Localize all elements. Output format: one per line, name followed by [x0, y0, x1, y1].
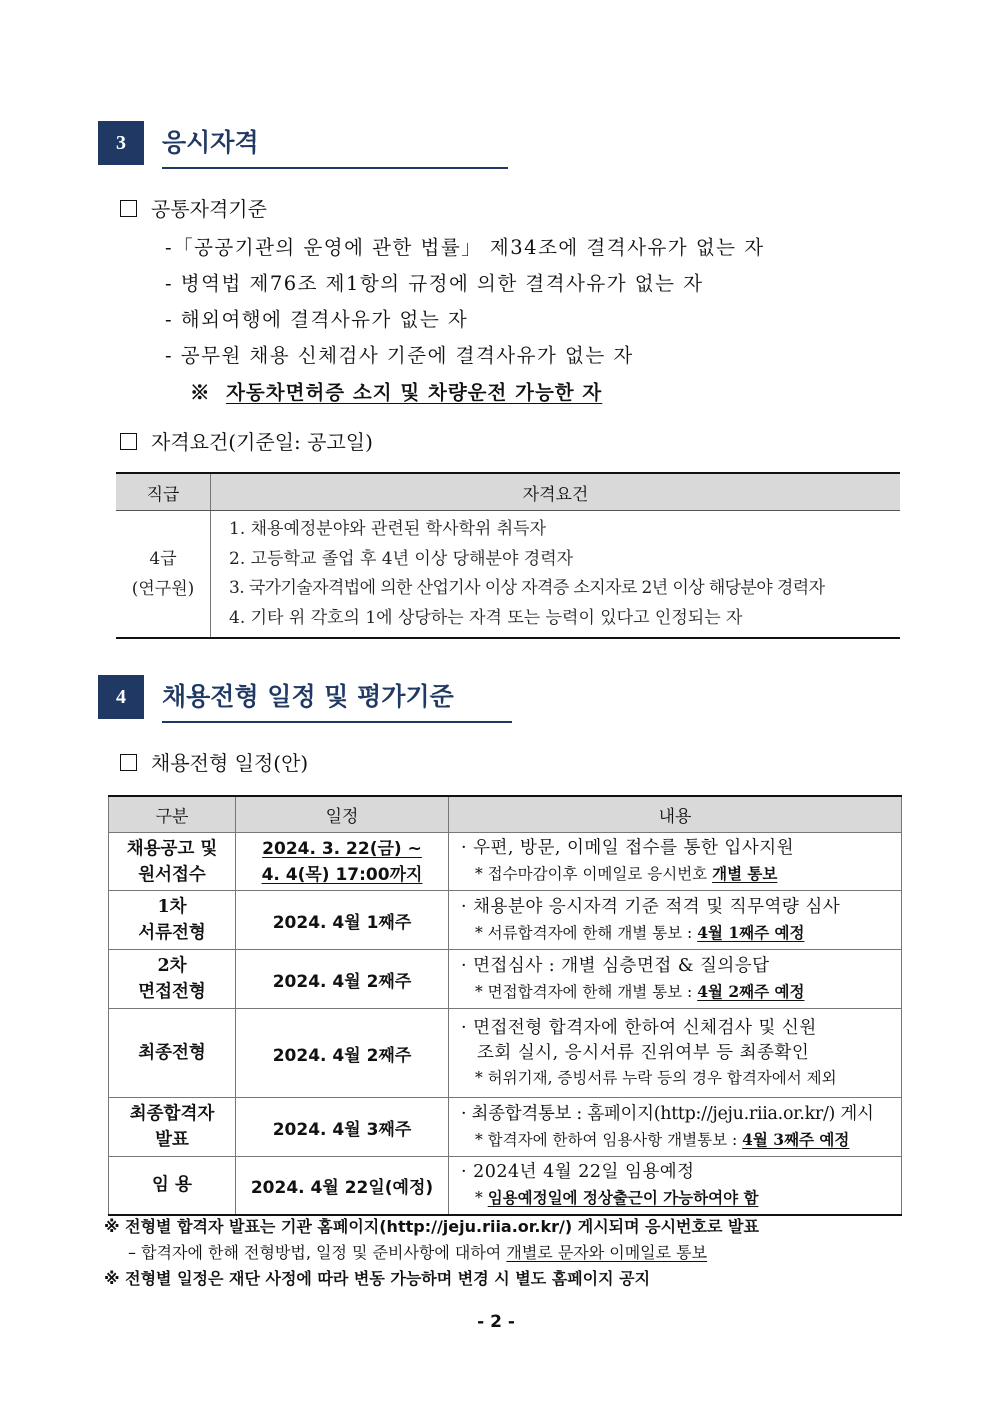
common-criteria-heading: 공통자격기준 [120, 193, 267, 222]
section-title: 응시자격 [162, 128, 259, 157]
checkbox-square-icon [120, 433, 137, 450]
date-cell: 2024. 4월 3째주 [236, 1098, 449, 1157]
col-grade-header: 직급 [116, 473, 211, 511]
footnote-3: ※ 전형별 일정은 재단 사정에 따라 변동 가능하며 변경 시 별도 홈페이지 공지 [104, 1269, 651, 1288]
criteria-item: - 해외여행에 결격사유가 없는 자 [165, 308, 469, 331]
criteria-item: -「공공기관의 운영에 관한 법률」 제34조에 결격사유가 없는 자 [165, 236, 765, 259]
footnote-1: ※ 전형별 합격자 발표는 기관 홈페이지(http://jeju.riia.or.kr/) 게시되며 응시번호로 발표 [104, 1217, 759, 1236]
criteria-item: - 공무원 채용 신체검사 기준에 결격사유가 없는 자 [165, 344, 634, 367]
section-number: 3 [98, 121, 144, 165]
section-underline [162, 167, 508, 169]
requirements-table [116, 472, 900, 639]
content-cell: · 채용분야 응시자격 기준 적격 및 직무역량 심사 * 서류합격자에 한해 개별 통보 : 4월 1째주 예정 [449, 891, 902, 950]
section-number: 4 [98, 675, 144, 719]
content-cell: · 우편, 방문, 이메일 접수를 통한 입사지원 * 접수마감이후 이메일로 응시번호 개별 통보 [449, 833, 902, 891]
content-cell: · 2024년 4월 22일 임용예정 * 임용예정일에 정상출근이 가능하여야 함 [449, 1157, 902, 1215]
table-row [109, 1009, 902, 1098]
type-cell: 2차 면접전형 [109, 950, 236, 1009]
content-cell: · 최종합격통보 : 홈페이지(http://jeju.riia.or.kr/) 게시 * 합격자에 한하여 임용사항 개별통보 : 4월 3째주 예정 [449, 1098, 902, 1157]
type-cell: 1차 서류전형 [109, 891, 236, 950]
note-text: 자동차면허증 소지 및 차량운전 가능한 자 [226, 381, 603, 404]
table-row [109, 891, 902, 950]
schedule-table [108, 795, 902, 1216]
type-cell: 임 용 [109, 1157, 236, 1215]
table-row [109, 1157, 902, 1215]
date-cell: 2024. 3. 22(금) ~ 4. 4(목) 17:00까지 [236, 833, 449, 891]
requirements-heading: 자격요건(기준일: 공고일) [120, 426, 373, 455]
criteria-item: - 병역법 제76조 제1항의 규정에 의한 결격사유가 없는 자 [165, 272, 704, 295]
checkbox-square-icon [120, 754, 137, 771]
license-note [190, 377, 602, 405]
requirement-line: 1. 채용예정분야와 관련된 학사학위 취득자 [229, 519, 547, 539]
requirements-cell [211, 511, 901, 639]
requirement-line: 4. 기타 위 각호의 1에 상당하는 자격 또는 능력이 있다고 인정되는 자 [229, 607, 743, 628]
type-cell: 채용공고 및 원서접수 [109, 833, 236, 891]
table-row [109, 833, 902, 891]
section-underline [162, 721, 512, 723]
date-cell: 2024. 4월 2째주 [236, 1009, 449, 1098]
type-cell: 최종전형 [109, 1009, 236, 1098]
table-row [109, 950, 902, 1009]
requirement-line: 2. 고등학교 졸업 후 4년 이상 당해분야 경력자 [229, 548, 574, 569]
schedule-heading: 채용전형 일정(안) [120, 747, 308, 776]
page-number: - 2 - [477, 1312, 515, 1332]
col-content-header: 내용 [449, 796, 902, 833]
date-cell: 2024. 4월 2째주 [236, 950, 449, 1009]
col-date-header: 일정 [236, 796, 449, 833]
grade-cell: 4급 (연구원) [116, 511, 211, 639]
requirement-line: 3. 국가기술자격법에 의한 산업기사 이상 자격증 소지자로 2년 이상 해당분야 경력자 [229, 578, 825, 598]
footnote-2: – 합격자에 한해 전형방법, 일정 및 준비사항에 대하여 개별로 문자와 이메일로 통보 [128, 1243, 708, 1262]
note-mark: ※ [190, 381, 211, 404]
date-cell: 2024. 4월 1째주 [236, 891, 449, 950]
checkbox-square-icon [120, 200, 137, 217]
content-cell: · 면접심사 : 개별 심층면접 & 질의응답 * 면접합격자에 한해 개별 통보 : 4월 2째주 예정 [449, 950, 902, 1009]
table-row [109, 1098, 902, 1157]
col-type-header: 구분 [109, 796, 236, 833]
content-cell: · 면접전형 합격자에 한하여 신체검사 및 신원 조회 실시, 응시서류 진위여부 등 최종확인 * 허위기재, 증빙서류 누락 등의 경우 합격자에서 제외 [449, 1009, 902, 1098]
section-title: 채용전형 일정 및 평가기준 [162, 682, 454, 711]
type-cell: 최종합격자 발표 [109, 1098, 236, 1157]
col-req-header: 자격요건 [211, 473, 901, 511]
date-cell: 2024. 4월 22일(예정) [236, 1157, 449, 1215]
